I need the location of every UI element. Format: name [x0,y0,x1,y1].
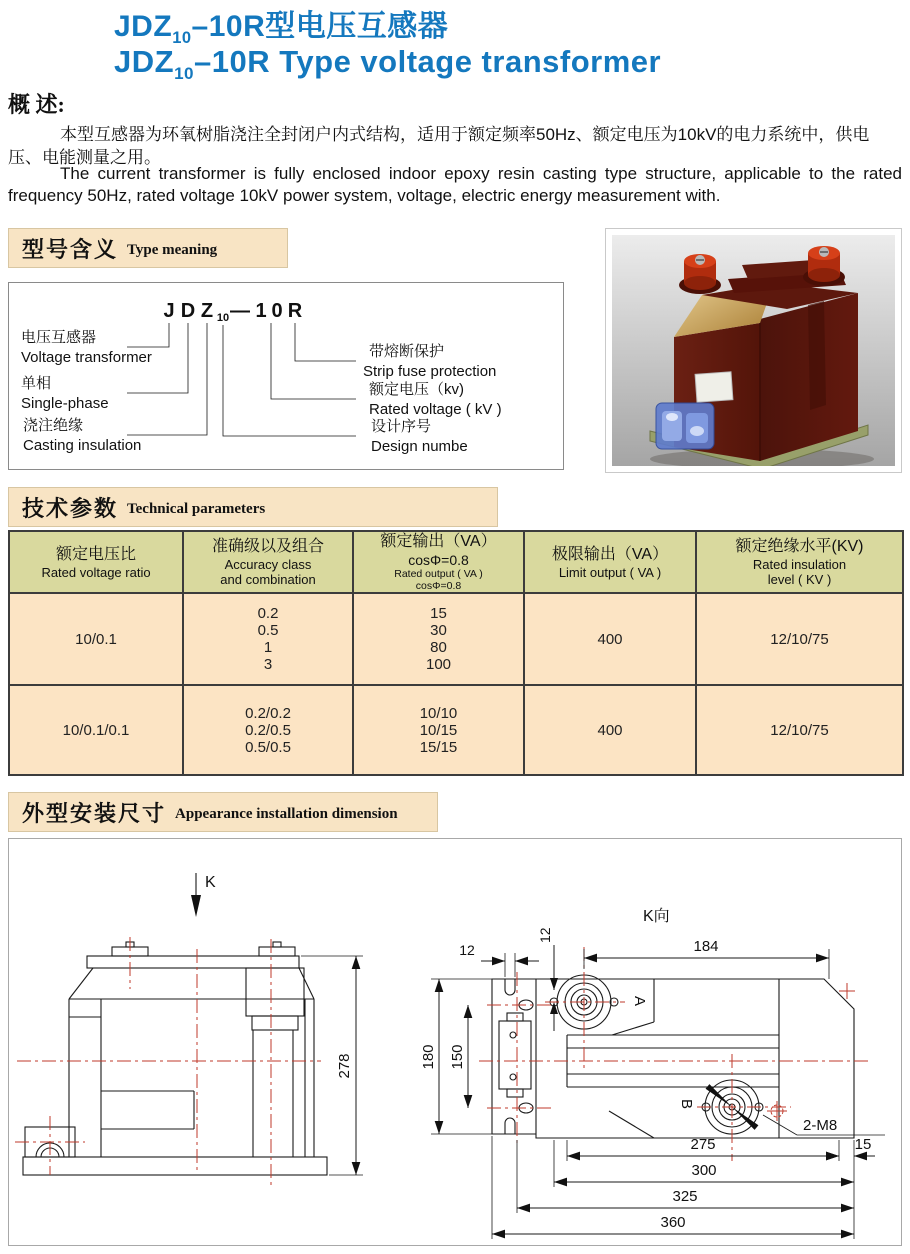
cell-output-2: 10/10 10/15 15/15 [353,685,524,775]
terminal-a-label: A [631,996,648,1007]
model-digit-1: 1 [255,300,267,322]
model-code [163,300,302,324]
header-rated-output: 额定输出（VA） cosΦ=0.8 Rated output ( VA ) cosΦ=0.8 [353,531,524,593]
dim-12a-label: 12 [459,942,475,958]
model-subscript-10: 10 [216,312,230,324]
dim-325-label: 325 [672,1188,698,1205]
dim-150-label: 150 [449,1044,466,1070]
title-en-sub: 10 [174,64,195,84]
overview-heading: 概 述: [8,92,65,117]
title-en-post: –10R Type voltage transformer [194,44,662,79]
cell-ratio-1: 10/0.1 [9,593,183,685]
cell-limit-2: 400 [524,685,696,775]
model-letter-r: R [287,300,303,322]
table-row [9,685,903,775]
label-rated-voltage-en: Rated voltage ( kV ) [369,401,502,418]
label-voltage-transformer-en: Voltage transformer [21,349,152,366]
appearance-heading-en: Appearance installation dimension [175,805,398,822]
k-view-label: K [205,874,216,891]
model-connector-lines [127,323,356,436]
header-insulation-level: 额定绝缘水平(KV) Rated insulation level ( KV ) [696,531,903,593]
type-meaning-heading-en: Type meaning [127,241,218,258]
photo-terminal-left [679,254,721,294]
model-digit-0: 0 [271,300,283,322]
dim-278-label: 278 [336,1053,353,1079]
section-header-appearance [8,792,438,832]
appearance-heading-zh: 外型安装尺寸 [22,800,167,826]
kview-hole-crosses [767,983,855,1121]
overview-paragraph-zh: 本型互感器为环氧树脂浇注全封闭户内式结构，适用于额定频率50Hz、额定电压为10kV的电力系统中，供电压、电能测量之用。 [8,125,870,167]
cell-accuracy-1: 0.2 0.5 1 3 [183,593,353,685]
product-photo [605,228,902,473]
dim-184-label: 184 [693,938,719,955]
overview-paragraph-en: The current transformer is fully enclosed indoor epoxy resin casting type structure, applicable to the rated frequency 50Hz, rated voltage 10kV power system, voltage, electric energy measurement with. [8,164,902,205]
label-casting-insulation-zh: 浇注绝缘 [23,417,84,434]
dim-12b-label: 12 [537,927,553,943]
dim-278 [301,956,363,1175]
title-zh-pre: JDZ [114,10,173,43]
transformer-photo-illustration [612,235,895,466]
model-meaning-diagram [8,282,564,470]
model-letter-j: J [163,300,175,322]
type-meaning-heading-zh: 型号含义 [22,236,119,262]
label-single-phase-en: Single-phase [21,395,109,412]
title-zh-sub: 10 [172,29,192,47]
label-design-number-zh: 设计序号 [371,418,432,435]
label-fuse-protection-zh: 带熔断保护 [369,343,445,360]
label-fuse-protection-en: Strip fuse protection [363,363,497,380]
tech-params-table [8,530,904,776]
cell-accuracy-2: 0.2/0.2 0.2/0.5 0.5/0.5 [183,685,353,775]
dimension-drawings [8,838,902,1246]
bolt-callout-label: 2-M8 [803,1117,838,1134]
header-rated-voltage-ratio: 额定电压比 Rated voltage ratio [9,531,183,593]
label-single-phase-zh: 单相 [21,375,52,392]
dim-150 [449,1005,468,1108]
dim-300-label: 300 [691,1162,717,1179]
bolt-callout [763,1115,885,1135]
tech-params-heading-en: Technical parameters [127,500,266,517]
photo-nameplate [695,372,733,402]
page-title-en [114,46,661,82]
header-limit-output: 极限输出（VA） Limit output ( VA ) [524,531,696,593]
cell-insulation-2: 12/10/75 [696,685,903,775]
cell-ratio-2: 10/0.1/0.1 [9,685,183,775]
dim-15-label: 15 [854,1136,872,1153]
model-letter-d: D [180,300,196,322]
label-rated-voltage-zh: 额定电压（kv) [369,381,464,398]
header-accuracy-class: 准确级以及组合 Accuracy class and combination [183,531,353,593]
section-header-type-meaning [8,228,288,268]
page-title-zh [114,12,448,47]
label-casting-insulation-en: Casting insulation [23,437,142,454]
section-header-tech-params [8,487,498,527]
title-en-pre: JDZ [114,44,175,79]
model-dash: — [230,300,250,322]
dim-180-label: 180 [420,1044,437,1070]
installation-drawing [9,839,901,1245]
table-row [9,593,903,685]
k-view-title: K向 [643,908,670,925]
cell-insulation-1: 12/10/75 [696,593,903,685]
dim-12-slot [459,942,539,977]
tech-params-heading-zh: 技术参数 [22,495,119,521]
dim-275-label: 275 [690,1136,716,1153]
label-design-number-en: Design numbe [371,438,468,455]
side-view-outline [23,942,327,1175]
table-header-row [9,531,903,593]
kview-flange [492,979,536,1134]
title-zh-post: –10R型电压互感器 [191,10,449,43]
model-letter-z: Z [200,300,214,322]
photo-fuse-block [656,403,714,449]
cell-output-1: 15 30 80 100 [353,593,524,685]
terminal-b-label: B [678,1099,695,1110]
dim-bottom-chain [492,1136,875,1239]
cell-limit-1: 400 [524,593,696,685]
dim-360-label: 360 [660,1214,686,1231]
label-voltage-transformer-zh: 电压互感器 [21,329,97,346]
side-view-k-arrow [191,873,216,917]
photo-terminal-right [803,246,845,286]
dim-184 [584,938,829,979]
